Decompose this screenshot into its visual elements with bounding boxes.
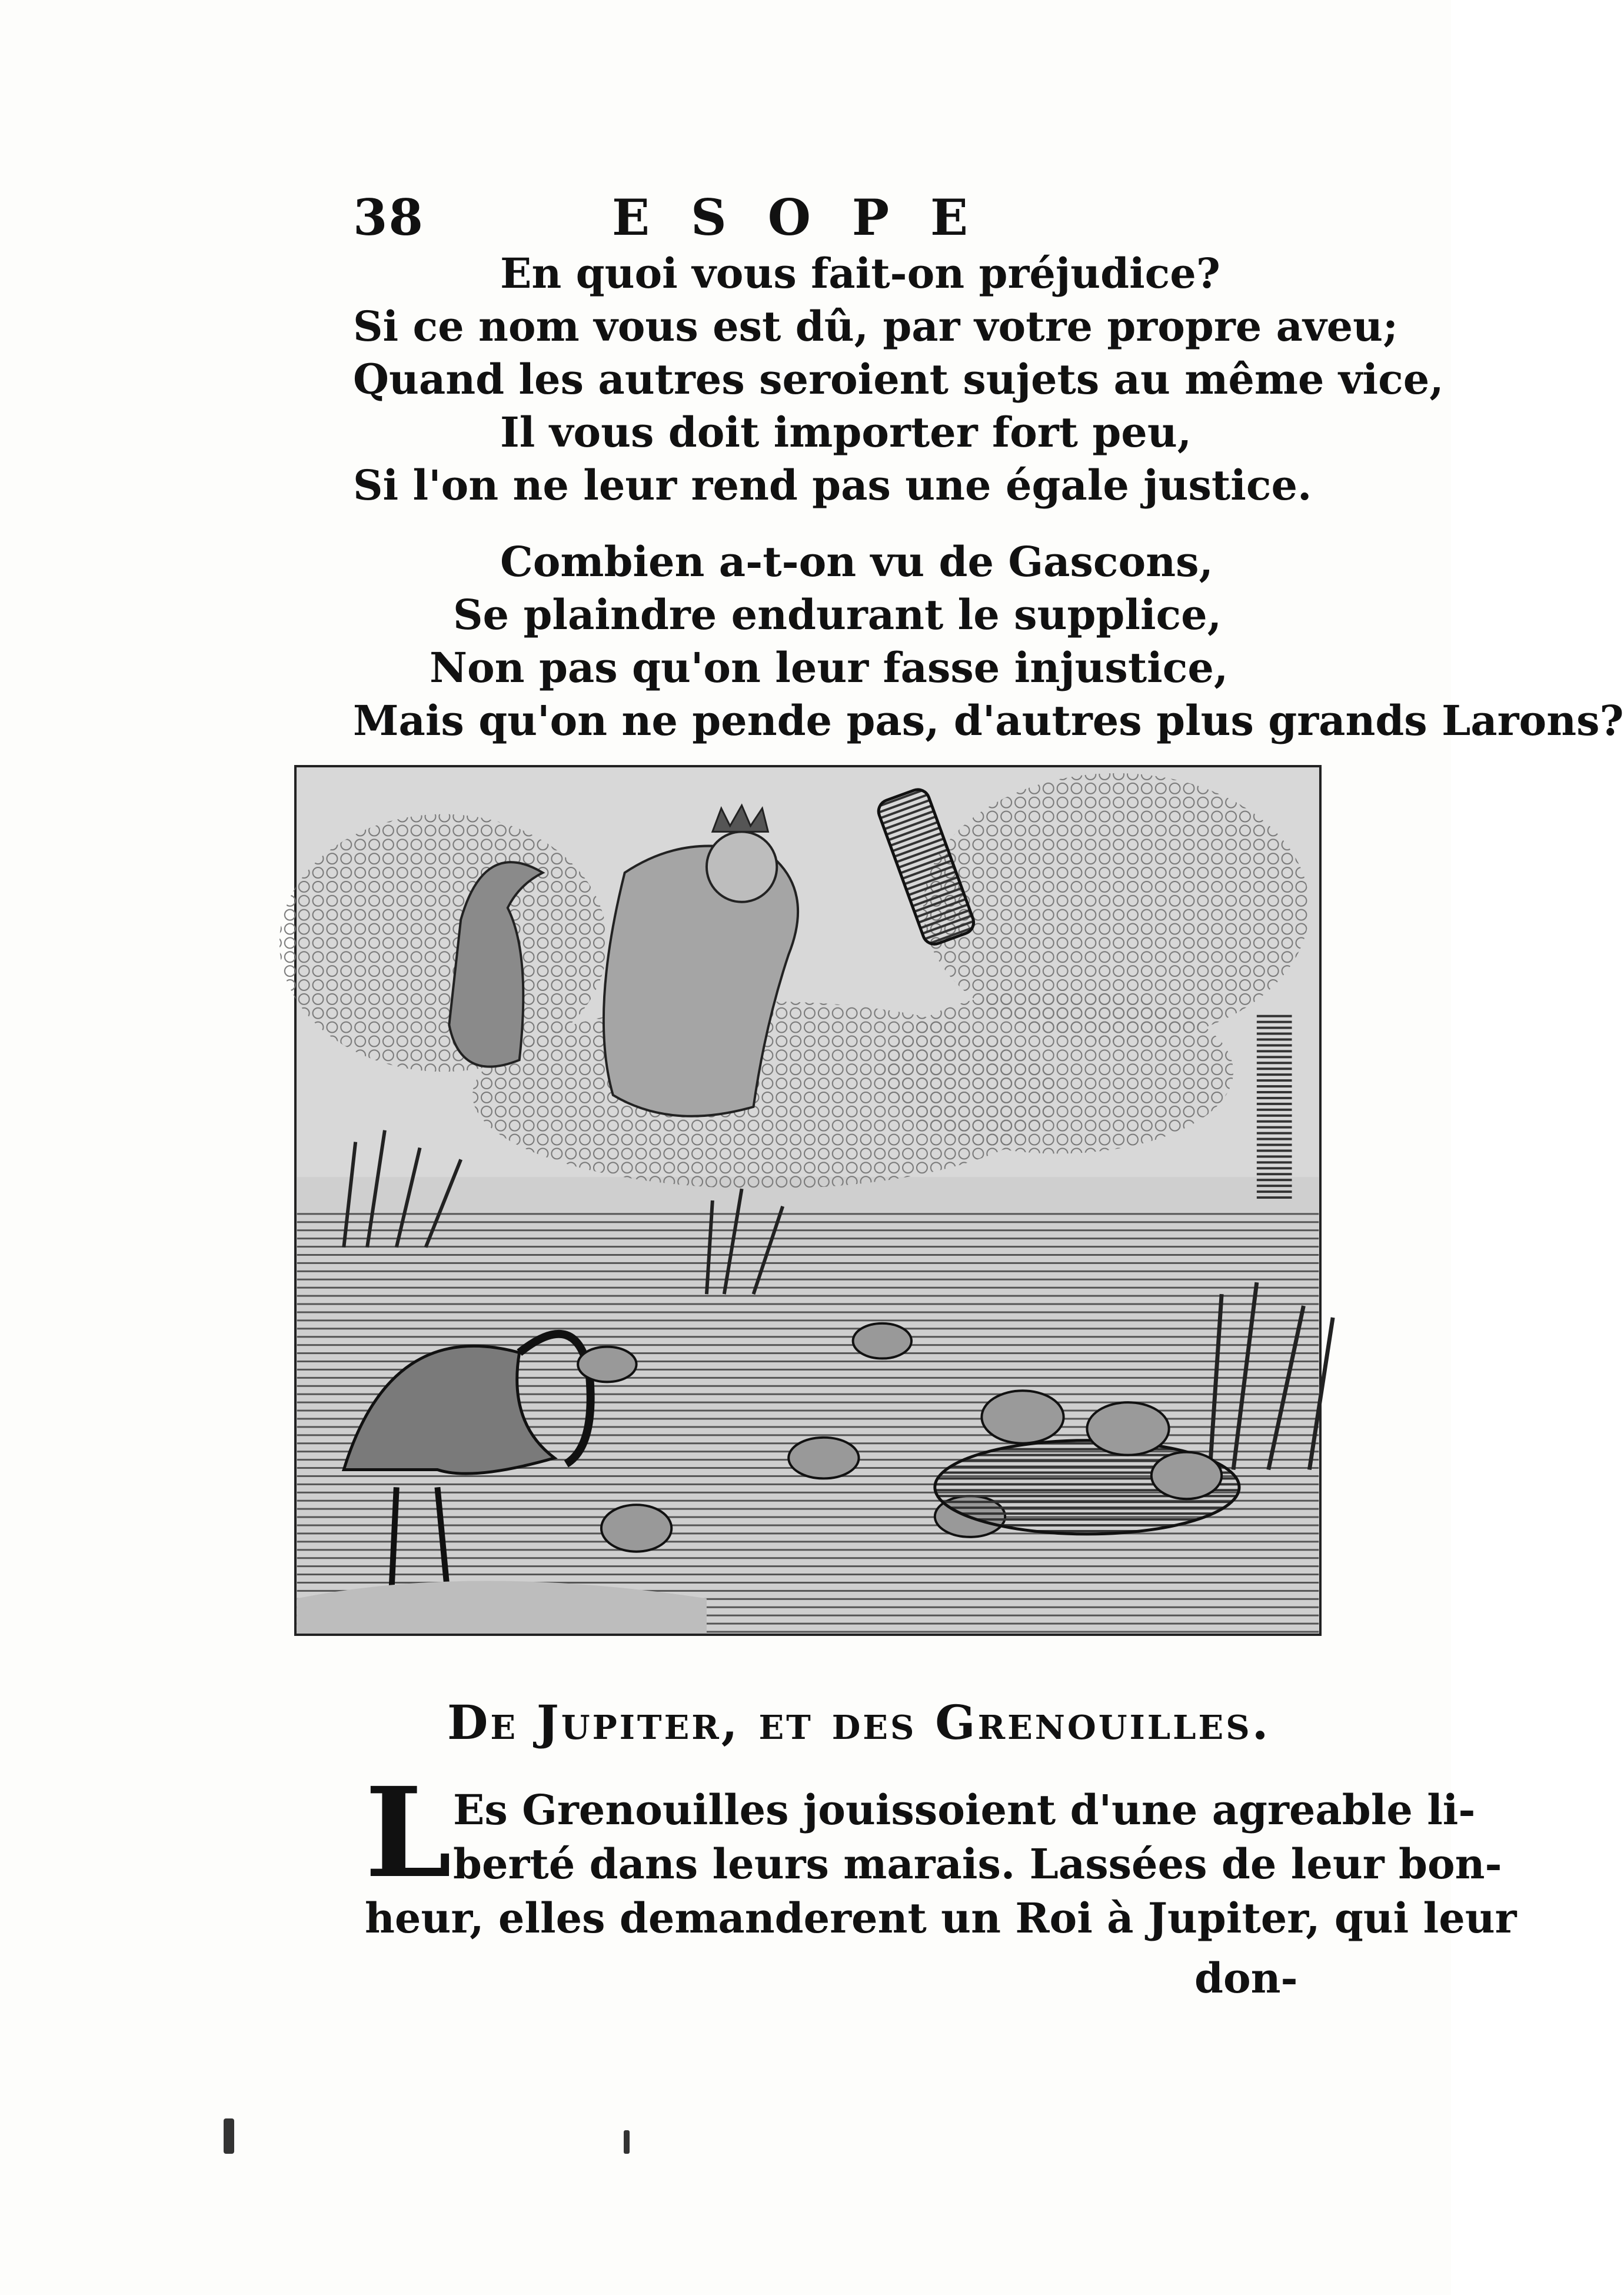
tree <box>1257 1013 1292 1200</box>
verse-line: Mais qu'on ne pende pas, d'autres plus grands Larons? <box>353 696 1624 745</box>
frog <box>788 1438 858 1479</box>
fable-body <box>365 1760 1517 1945</box>
engraving-illustration <box>294 765 1322 1636</box>
engraving-drawing <box>297 767 1319 1634</box>
frog <box>601 1505 671 1552</box>
body-line: heur, elles demanderent un Roi à Jupiter, qui leur <box>365 1894 1517 1943</box>
verse-line: Se plaindre endurant le supplice, <box>453 590 1222 639</box>
verse-line: Si ce nom vous est dû, par votre propre aveu; <box>353 302 1398 351</box>
catchword: don- <box>1194 1954 1298 2003</box>
verse-line: Quand les autres seroient sujets au même vice, <box>353 355 1444 404</box>
frog <box>578 1347 636 1382</box>
cloud <box>882 990 1233 1153</box>
frog <box>1087 1402 1169 1455</box>
jupiter-head <box>707 831 777 902</box>
verse-line: Il vous doit importer fort peu, <box>500 408 1192 457</box>
verse-line: En quoi vous fait-on préjudice? <box>500 249 1220 298</box>
verse-line: Non pas qu'on leur fasse injustice, <box>430 643 1229 692</box>
verse-line: Combien a-t-on vu de Gascons, <box>500 537 1213 586</box>
verse-stanza-2 <box>353 536 1624 747</box>
body-line: berté dans leurs marais. Lassées de leur bon- <box>453 1840 1502 1888</box>
frog <box>981 1391 1063 1443</box>
frog <box>1152 1452 1222 1499</box>
ink-mark <box>624 2130 630 2154</box>
frog <box>853 1323 911 1359</box>
page-number: 38 <box>353 188 424 247</box>
fable-title: De Jupiter, et des Grenouilles. <box>447 1695 1271 1750</box>
drop-cap: L <box>365 1760 452 1905</box>
body-line: Es Grenouilles jouissoient d'une agreable li- <box>453 1785 1476 1834</box>
verse-stanza-1 <box>353 247 1444 512</box>
ink-mark <box>224 2118 234 2154</box>
verse-line: Si l'on ne leur rend pas une égale justice. <box>353 461 1312 510</box>
running-head: ESOPE <box>612 188 1010 247</box>
page-header <box>353 188 1271 253</box>
